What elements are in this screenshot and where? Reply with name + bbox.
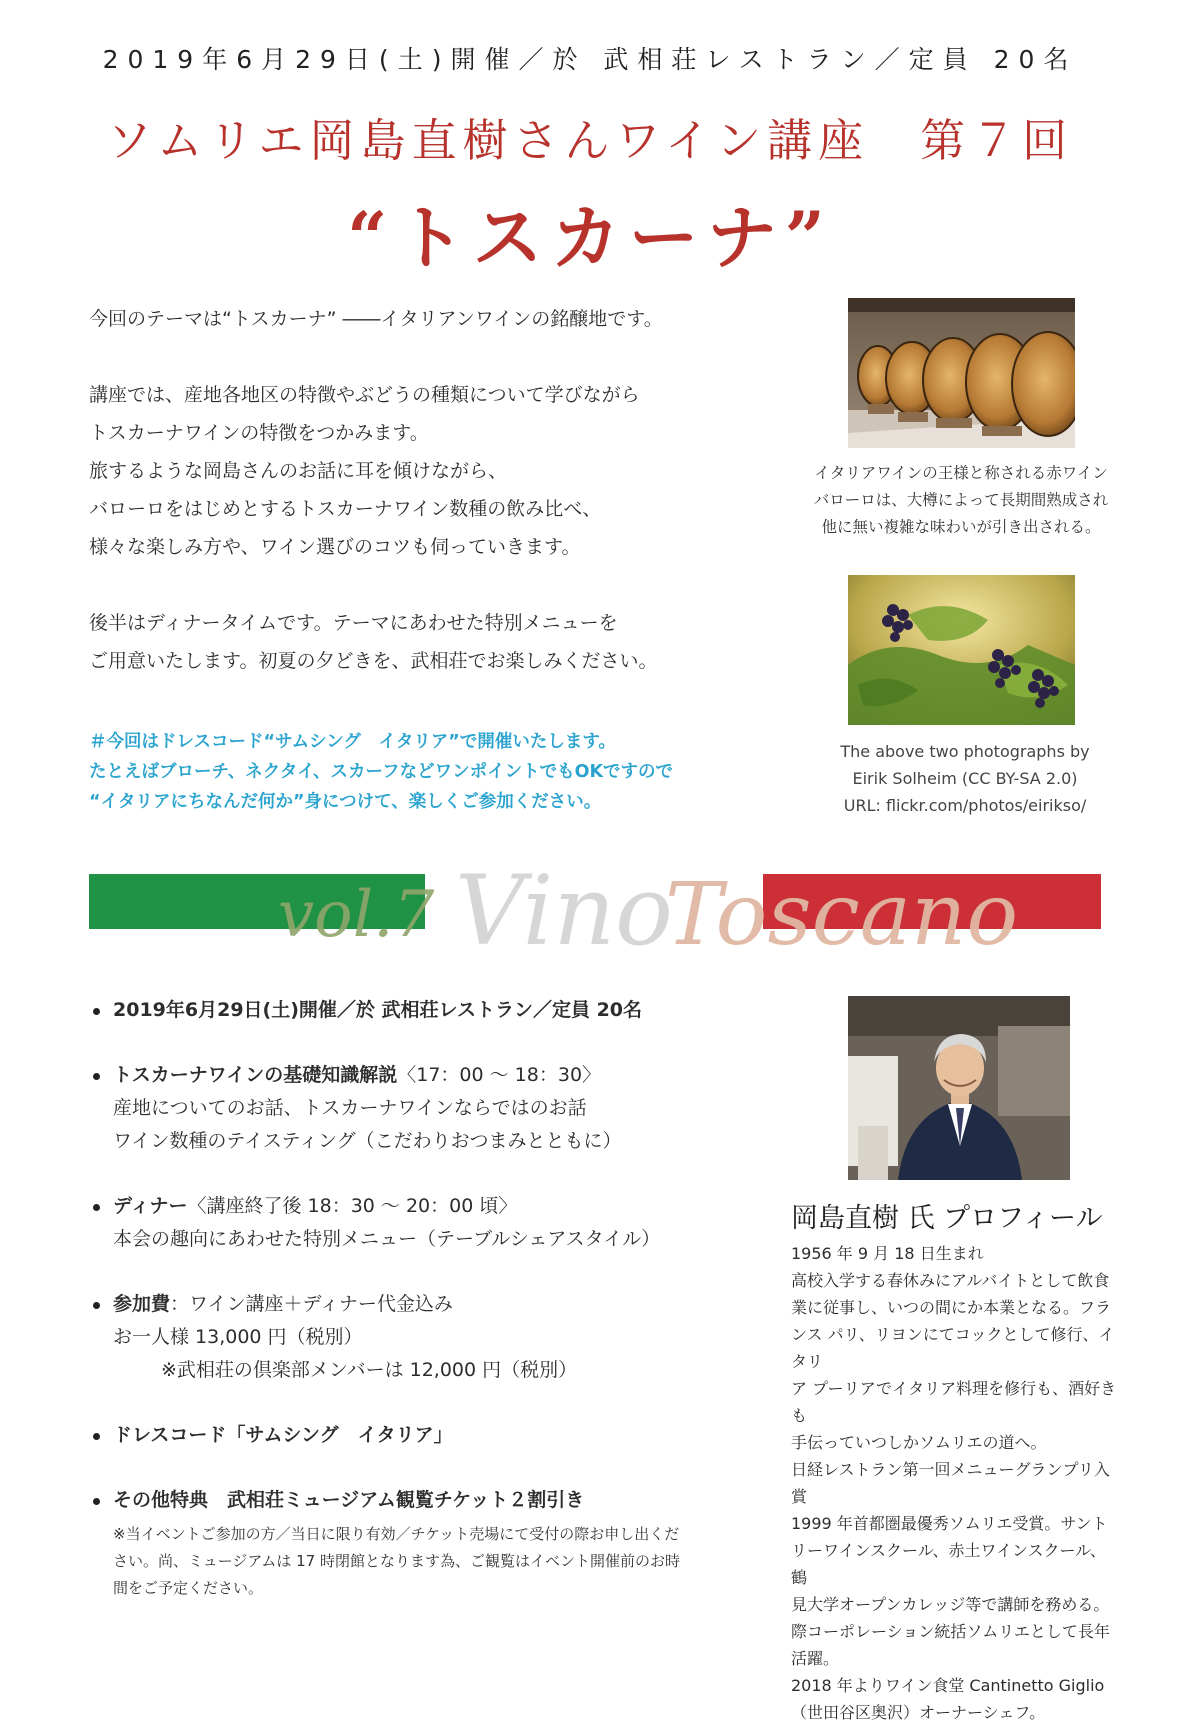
fee-member: ※武相荘の倶楽部メンバーは 12,000 円（税別） [161, 1359, 578, 1381]
profile-line: 1999 年首都圏最優秀ソムリエ受賞。サント [791, 1514, 1108, 1533]
date-line: 2019年6月29日(土)開催／於 武相荘レストラン／定員 20名 [113, 999, 643, 1021]
dress-note-line: “イタリアにちなんだ何か”身につけて、楽しくご参加ください。 [89, 792, 602, 812]
fee-price: お一人様 13,000 円（税別） [113, 1326, 363, 1348]
caption-line: イタリアワインの王様と称される赤ワイン [814, 464, 1108, 482]
profile-line: ア プーリアでイタリア料理を修行も、酒好きも [791, 1379, 1117, 1425]
dinner-title: ディナー [113, 1195, 188, 1217]
event-info-line: 2019年6月29日(土)開催／於 武相荘レストラン／定員 20名 [102, 45, 1078, 74]
profile-title: 岡島直樹 氏 プロフィール [791, 1203, 1103, 1234]
profile-line: 高校入学する春休みにアルバイトとして飲食 [791, 1271, 1110, 1290]
profile-line: 日経レストラン第一回メニューグランプリ入賞 [791, 1460, 1110, 1506]
intro-line: 様々な楽しみ方や、ワイン選びのコツも伺っていきます。 [89, 536, 581, 558]
profile-line: リーワインスクール、赤土ワインスクール、鶴 [791, 1541, 1106, 1587]
dress-code-note [89, 727, 789, 817]
lecture-title: トスカーナワインの基礎知識解説 [113, 1064, 398, 1086]
lecture-desc-line: 産地についてのお話、トスカーナワインならではのお話 [113, 1097, 587, 1119]
banner-toscano: Toscano [665, 865, 1019, 965]
intro-line: バローロをはじめとするトスカーナワイン数種の飲み比べ、 [89, 498, 602, 520]
banner-vol: vol.7 [278, 878, 435, 952]
detail-dresscode [89, 1419, 789, 1452]
detail-dinner [89, 1190, 789, 1256]
profile-text [791, 1240, 1121, 1726]
bonus-note-line: 間をご予定ください。 [113, 1579, 264, 1597]
barrels-photo [848, 298, 1075, 448]
dresscode-line: ドレスコード「サムシング イタリア」 [113, 1424, 453, 1446]
intro-line: トスカーナワインの特徴をつかみます。 [89, 422, 429, 444]
detail-lecture [89, 1059, 789, 1158]
sommelier-portrait [848, 996, 1070, 1180]
profile-line: 見大学オープンカレッジ等で講師を務める。 [791, 1595, 1110, 1614]
lecture-time: 〈17：00 ～ 18：30〉 [397, 1064, 602, 1086]
barrels-caption [786, 460, 1136, 541]
detail-bonus [89, 1484, 789, 1602]
banner-vino: Vino [455, 855, 673, 967]
fee-title: 参加費 [113, 1293, 171, 1315]
intro-paragraph-1: 今回のテーマは“トスカーナ” ――イタリアンワインの銘醸地です。 [89, 308, 663, 330]
sommelier-photo [848, 996, 1070, 1180]
dinner-time: 〈講座終了後 18：30 ～ 20：00 頃〉 [187, 1195, 518, 1217]
profile-line: 際コーポレーション統括ソムリエとして長年活躍。 [791, 1622, 1110, 1668]
intro-line: 後半はディナータイムです。テーマにあわせた特別メニューを [89, 612, 618, 634]
caption-line: バローロは、大樽によって長期間熟成され [813, 491, 1109, 509]
detail-date [89, 994, 789, 1027]
subtitle-toscana: “トスカーナ” [347, 196, 833, 279]
credit-link: URL: flickr.com/photos/eirikso/ [843, 796, 1087, 815]
credit-line: Eirik Solheim (CC BY-SA 2.0) [852, 769, 1078, 788]
event-details [89, 994, 789, 1602]
dinner-desc: 本会の趣向にあわせた特別メニュー（テーブルシェアスタイル） [113, 1228, 661, 1250]
credit-line: The above two photographs by [840, 742, 1090, 761]
fee-label: ：ワイン講座＋ディナー代金込み [170, 1293, 453, 1315]
dress-note-line: ＃今回はドレスコード“サムシング イタリア”で開催いたします。 [89, 732, 616, 752]
detail-fee [89, 1288, 789, 1387]
bonus-note-line: さい。尚、ミュージアムは 17 時閉館となります為、ご観覧はイベント開催前のお時 [113, 1552, 680, 1570]
profile-line: ンス パリ、リヨンにてコックとして修行、イタリ [791, 1325, 1115, 1371]
lecture-desc-line: ワイン数種のテイスティング（こだわりおつまみとともに） [113, 1130, 622, 1152]
profile-line: （世田谷区奥沢）オーナーシェフ。 [791, 1703, 1046, 1722]
profile-line: 2018 年よりワイン食堂 Cantinetto Giglio [791, 1676, 1105, 1695]
intro-line: 講座では、産地各地区の特徴やぶどうの種類について学びながら [89, 384, 640, 406]
main-title: ソムリエ岡島直樹さんワイン講座 第７回 [106, 114, 1074, 167]
bonus-note [113, 1521, 789, 1602]
bonus-note-line: ※当イベントご参加の方／当日に限り有効／チケット売場にて受付の際お申し出くだ [113, 1525, 680, 1543]
intro-line: 旅するような岡島さんのお話に耳を傾けながら、 [89, 460, 508, 482]
intro-line: ご用意いたします。初夏の夕どきを、武相荘でお楽しみください。 [89, 650, 658, 672]
profile-line: 1956 年 9 月 18 日生まれ [791, 1244, 984, 1263]
grapes-photo [848, 575, 1075, 725]
intro-text [89, 300, 789, 680]
bonus-line: その他特典 武相荘ミュージアム観覧チケット２割引き [113, 1489, 585, 1511]
profile-line: 業に従事し、いつの間にか本業となる。フラ [791, 1298, 1112, 1317]
profile-line: 手伝っていつしかソムリエの道へ。 [791, 1433, 1047, 1452]
dress-note-line: たとえばブローチ、ネクタイ、スカーフなどワンポイントでもOKですので [89, 762, 674, 782]
caption-line: 他に無い複雑な味わいが引き出される。 [821, 518, 1101, 536]
grapes-image [848, 575, 1075, 725]
barrels-image [848, 298, 1075, 448]
photo-credit [800, 738, 1130, 819]
